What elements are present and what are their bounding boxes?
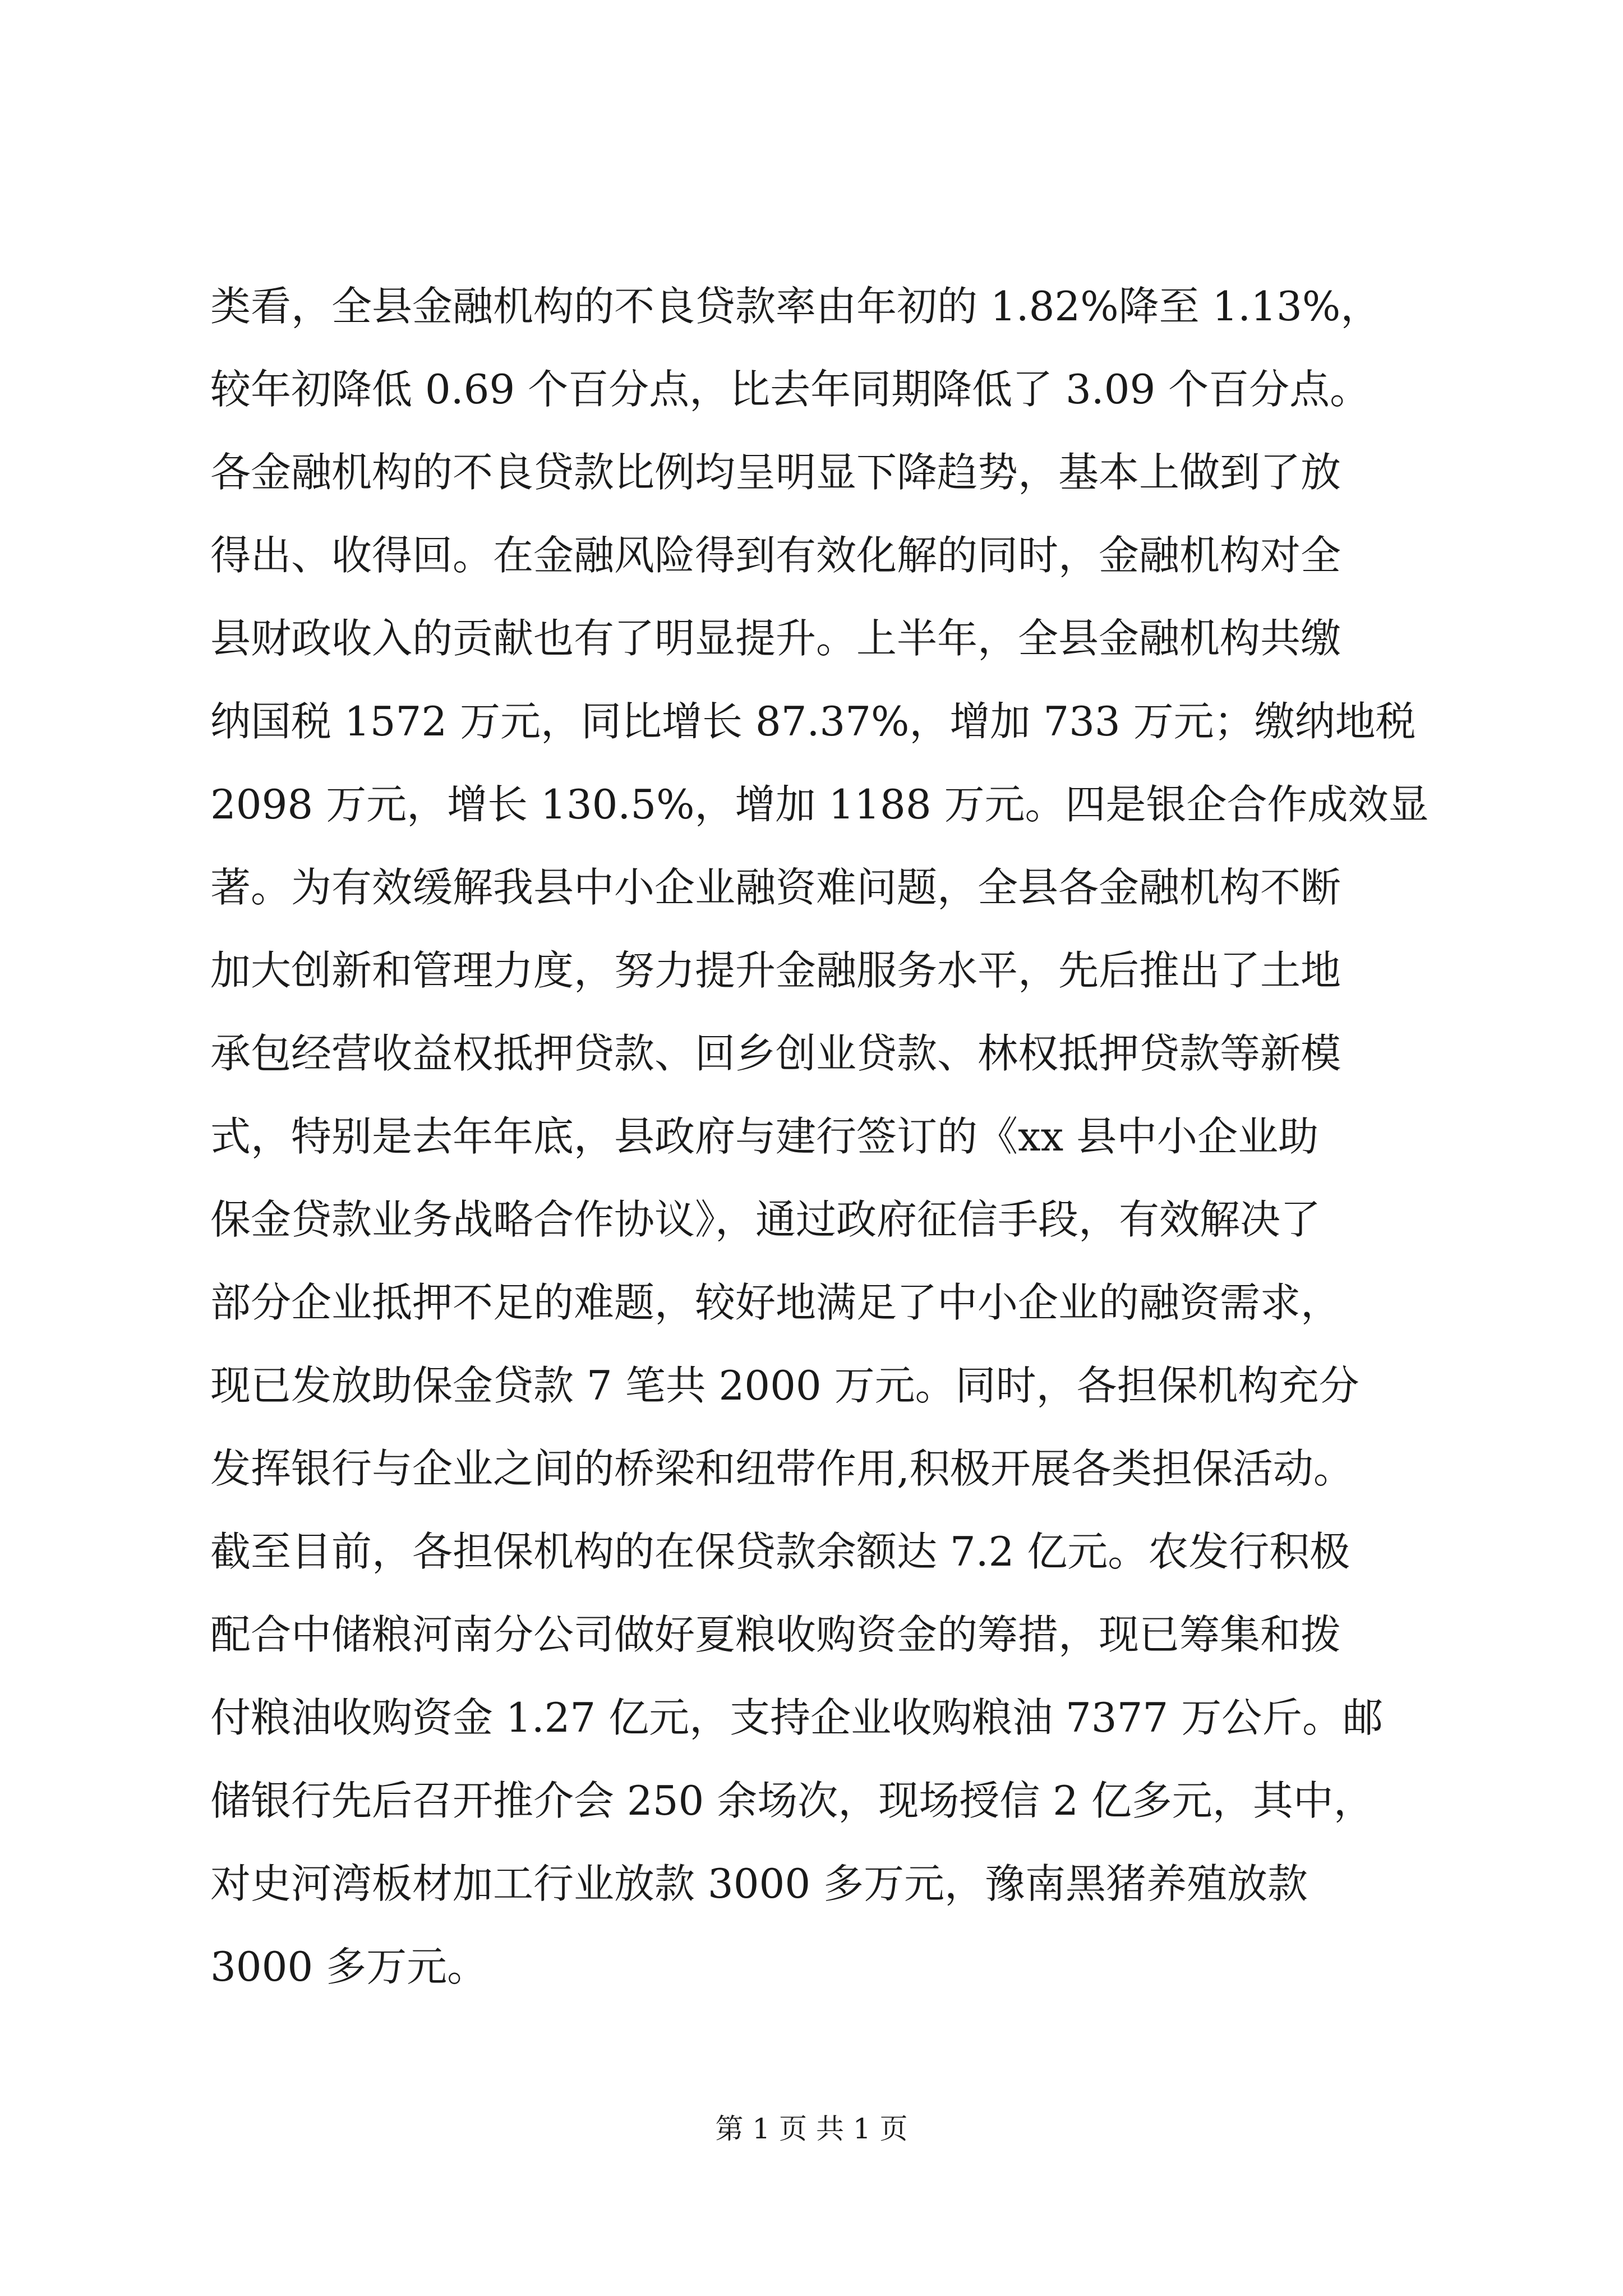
text-line: 部分企业抵押不足的难题，较好地满足了中小企业的融资需求， (210, 1279, 1341, 1326)
text-line: 2098 万元，增长 130.5%，增加 1188 万元。四是银企合作成效显 (210, 781, 1429, 828)
text-line: 承包经营收益权抵押贷款、回乡创业贷款、林权抵押贷款等新模 (210, 1030, 1341, 1077)
text-line: 较年初降低 0.69 个百分点，比去年同期降低了 3.09 个百分点。 (210, 366, 1371, 413)
page-footer (0, 2106, 1623, 2147)
text-line: 储银行先后召开推介会 250 余场次，现场授信 2 亿多元，其中， (210, 1777, 1374, 1824)
text-line: 配合中储粮河南分公司做好夏粮收购资金的筹措，现已筹集和拨 (210, 1611, 1341, 1658)
text-line: 对史河湾板材加工行业放款 3000 多万元，豫南黑猪养殖放款 (210, 1860, 1308, 1907)
text-line: 得出、收得回。在金融风险得到有效化解的同时，金融机构对全 (210, 532, 1341, 579)
text-line: 付粮油收购资金 1.27 亿元，支持企业收购粮油 7377 万公斤。邮 (210, 1694, 1384, 1741)
text-line: 发挥银行与企业之间的桥梁和纽带作用,积极开展各类担保活动。 (210, 1445, 1354, 1492)
text-line: 式，特别是去年年底，县政府与建行签订的《xx 县中小企业助 (210, 1113, 1319, 1160)
text-line: 现已发放助保金贷款 7 笔共 2000 万元。同时，各担保机构充分 (210, 1362, 1359, 1409)
text-line: 3000 多万元。 (210, 1943, 488, 1990)
body-text (210, 265, 1430, 2008)
text-line: 纳国税 1572 万元，同比增长 87.37%，增加 733 万元；缴纳地税 (210, 698, 1416, 745)
text-line: 各金融机构的不良贷款比例均呈明显下降趋势，基本上做到了放 (210, 449, 1341, 496)
text-line: 著。为有效缓解我县中小企业融资难问题，全县各金融机构不断 (210, 864, 1341, 911)
text-line: 类看，全县金融机构的不良贷款率由年初的 1.82%降至 1.13%， (210, 283, 1381, 330)
page-number-label: 第 1 页 共 1 页 (715, 2113, 908, 2145)
text-line: 截至目前，各担保机构的在保贷款余额达 7.2 亿元。农发行积极 (210, 1528, 1350, 1575)
text-line: 县财政收入的贡献也有了明显提升。上半年，全县金融机构共缴 (210, 615, 1341, 662)
text-line: 加大创新和管理力度，努力提升金融服务水平，先后推出了土地 (210, 947, 1341, 994)
text-line: 保金贷款业务战略合作协议》，通过政府征信手段，有效解决了 (210, 1196, 1321, 1243)
